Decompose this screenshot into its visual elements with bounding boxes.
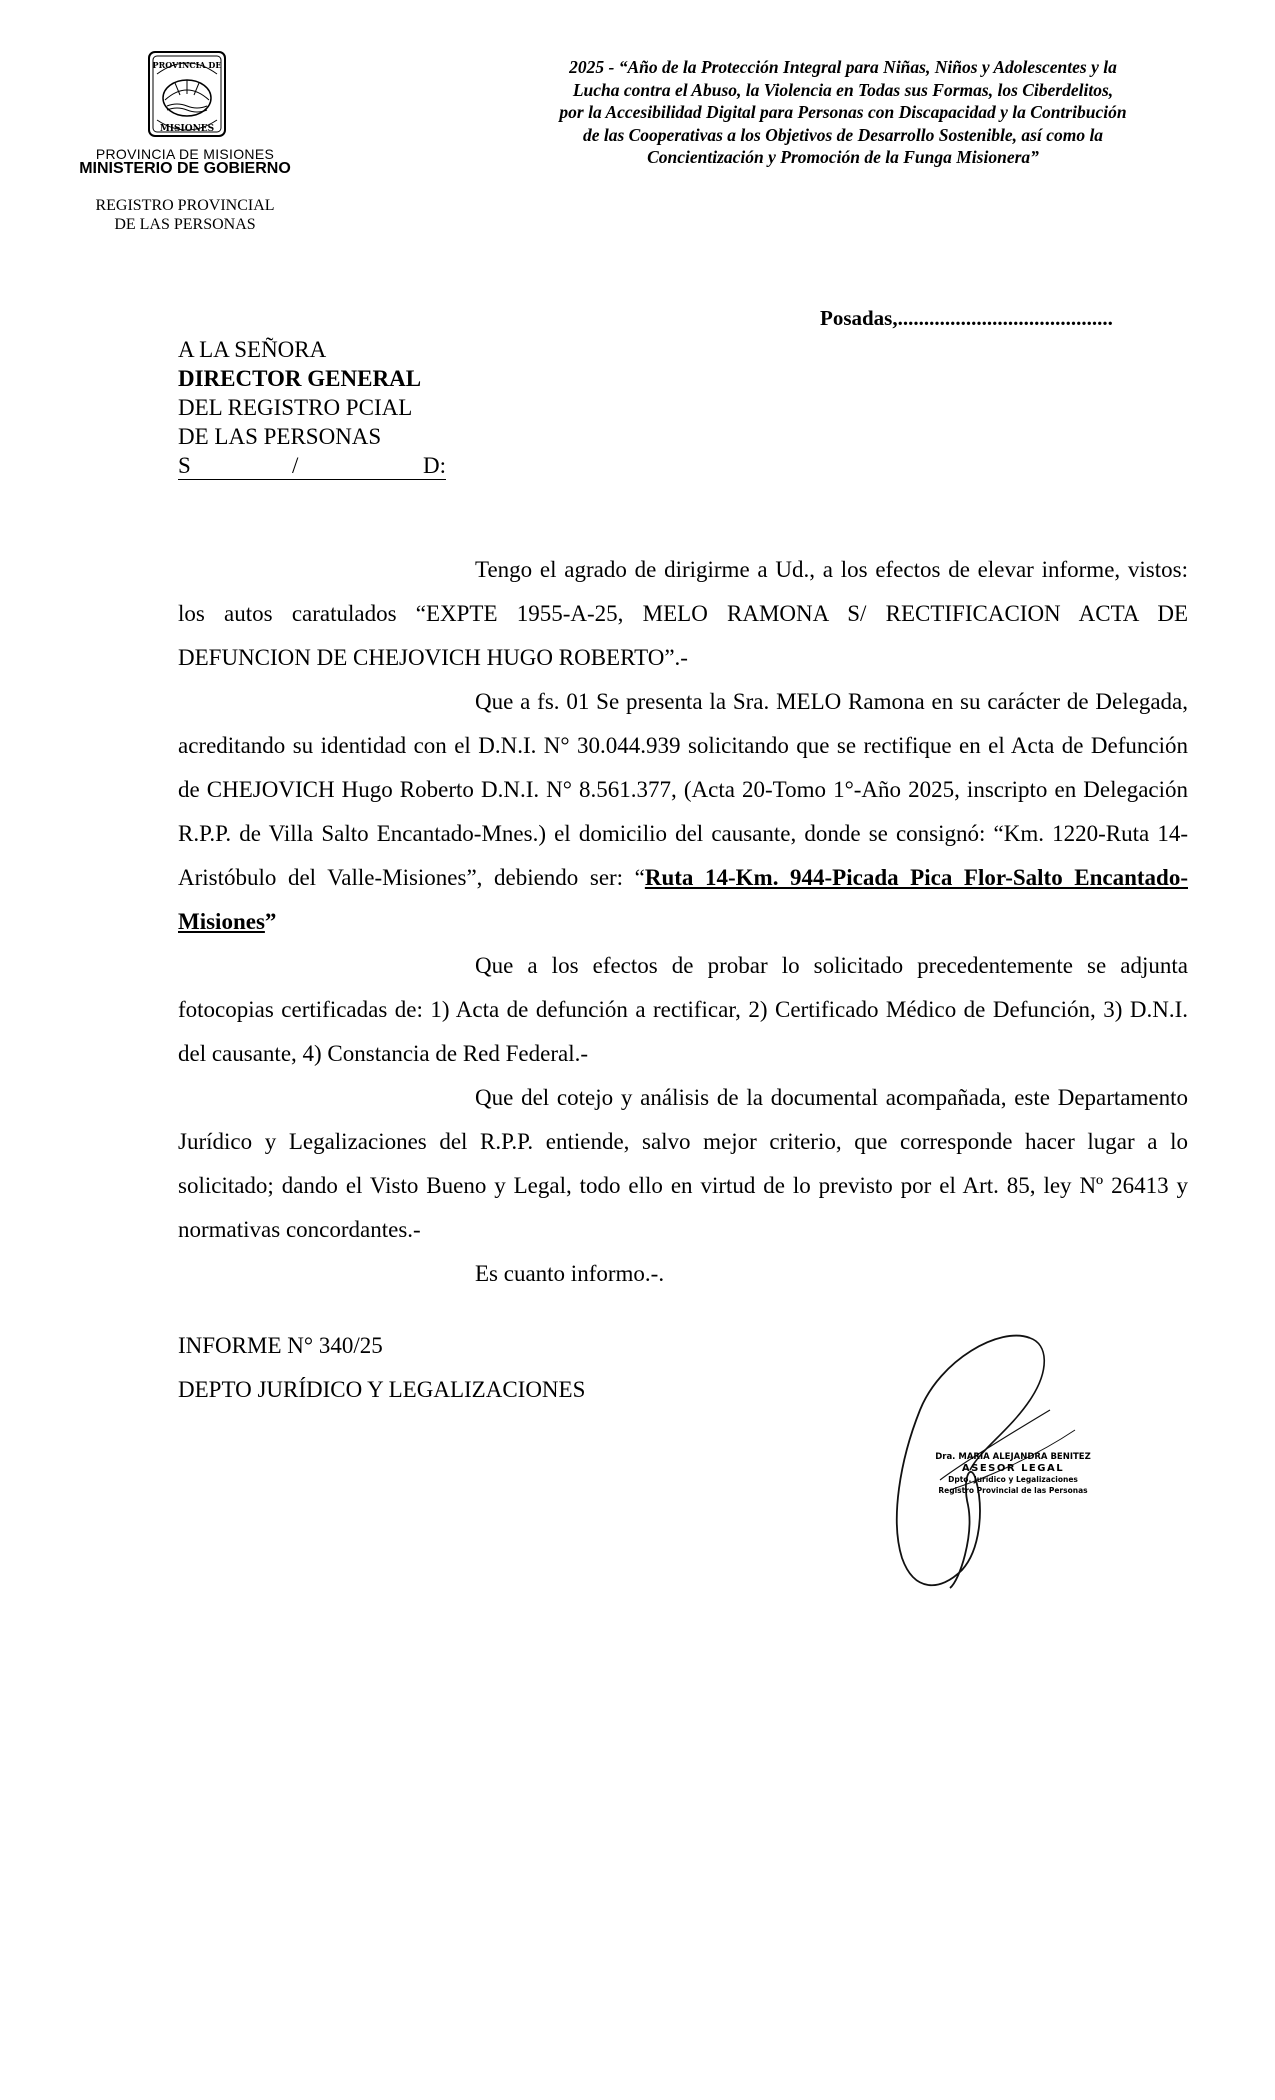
motto-line: 2025 - “Año de la Protección Integral para Niñas, Niños y Adolescentes y la: [569, 57, 1117, 77]
stamp-name: Dra. MARIA ALEJANDRA BENITEZ: [935, 1452, 1091, 1462]
province-seal: [135, 50, 239, 140]
stamp-registry: Registro Provincial de las Personas: [938, 1486, 1088, 1495]
report-department: DEPTO JURÍDICO Y LEGALIZACIONES: [178, 1377, 586, 1402]
closing-quote: ”: [264, 909, 277, 934]
stamp-department: Dpto. Jurídico y Legalizaciones: [948, 1475, 1078, 1484]
seal-text-bottom: MISIONES: [159, 124, 215, 134]
date-line: Posadas,.........................................: [820, 306, 1113, 330]
paragraph-opinion: Que del cotejo y análisis de la documental acompañada, este Departamento Jurídico y Legalizaciones del R.P.P. entiende, salvo mejor criterio, que corresponde hacer lugar a lo solicitado; dando el Visto Bueno y Legal, todo ello en virtud de lo previsto por el Art. 85, ley Nº 26413 y normativas concordantes.-: [178, 1085, 1188, 1242]
sd-s: S: [178, 453, 191, 478]
addressee-office: DEL REGISTRO PCIAL: [178, 395, 413, 420]
stamp-role: ASESOR LEGAL: [961, 1463, 1065, 1474]
paragraph-closing: Es cuanto informo.-.: [475, 1261, 665, 1286]
legal-advisor-stamp: [928, 1452, 1098, 1496]
motto-line: Lucha contra el Abuso, la Violencia en Todas sus Formas, los Ciberdelitos,: [572, 79, 1114, 100]
institution-ministry: MINISTERIO DE GOBIERNO: [79, 160, 291, 177]
addressee-office-cont: DE LAS PERSONAS: [178, 424, 382, 449]
sd-d: D:: [423, 453, 446, 478]
registry-name-line2: DE LAS PERSONAS: [114, 216, 256, 233]
sd-slash: /: [292, 453, 299, 478]
institution-province: PROVINCIA DE MISIONES: [95, 146, 275, 162]
report-number: INFORME N° 340/25: [178, 1333, 383, 1358]
report-body: [178, 548, 1188, 1296]
addressee-salutation: A LA SEÑORA: [178, 337, 327, 362]
seal-text-top: PROVINCIA DE: [152, 60, 222, 70]
correct-address: Ruta 14-Km. 944-Picada Pica Flor-Salto Encantado-Misiones: [178, 865, 1188, 934]
year-motto: [478, 56, 1208, 169]
addressee-title: DIRECTOR GENERAL: [178, 366, 422, 391]
paragraph-facts: [178, 680, 1188, 944]
motto-line: de las Cooperativas a los Objetivos de Desarrollo Sostenible, así como la: [582, 124, 1104, 145]
motto-line: por la Accesibilidad Digital para Personas con Discapacidad y la Contribución: [559, 102, 1127, 122]
paragraph-intro: Tengo el agrado de dirigirme a Ud., a los efectos de elevar informe, vistos: los autos caratulados “EXPTE 1955-A-25, MELO RAMONA S/ RECTIFICACION ACTA DE DEFUNCION DE CHEJOVICH HUGO ROBERTO”.-: [178, 557, 1188, 670]
paragraph-attachments: Que a los efectos de probar lo solicitado precedentemente se adjunta fotocopias certificadas de: 1) Acta de defunción a rectificar, 2) Certificado Médico de Defunción, 3) D.N.I. del causante, 4) Constancia de Red Federal.-: [178, 953, 1188, 1066]
facts-text: Que a fs. 01 Se presenta la Sra. MELO Ramona en su carácter de Delegada, acreditando su identidad con el D.N.I. N° 30.044.939 solicitando que se rectifique en el Acta de Defunción de CHEJOVICH Hugo Roberto D.N.I. N° 8.561.377, (Acta 20-Tomo 1°-Año 2025, inscripto en Delegación R.P.P. de Villa Salto Encantado-Mnes.) el domicilio del causante, donde se consignó: “Km. 1220-Ruta 14-Aristóbulo del Valle-Misiones”, debiendo ser: “: [178, 689, 1188, 890]
motto-line: Concientización y Promoción de la Funga Misionera”: [647, 147, 1039, 167]
registry-name-line1: REGISTRO PROVINCIAL: [95, 197, 275, 214]
sd-closing-line: [178, 451, 446, 480]
